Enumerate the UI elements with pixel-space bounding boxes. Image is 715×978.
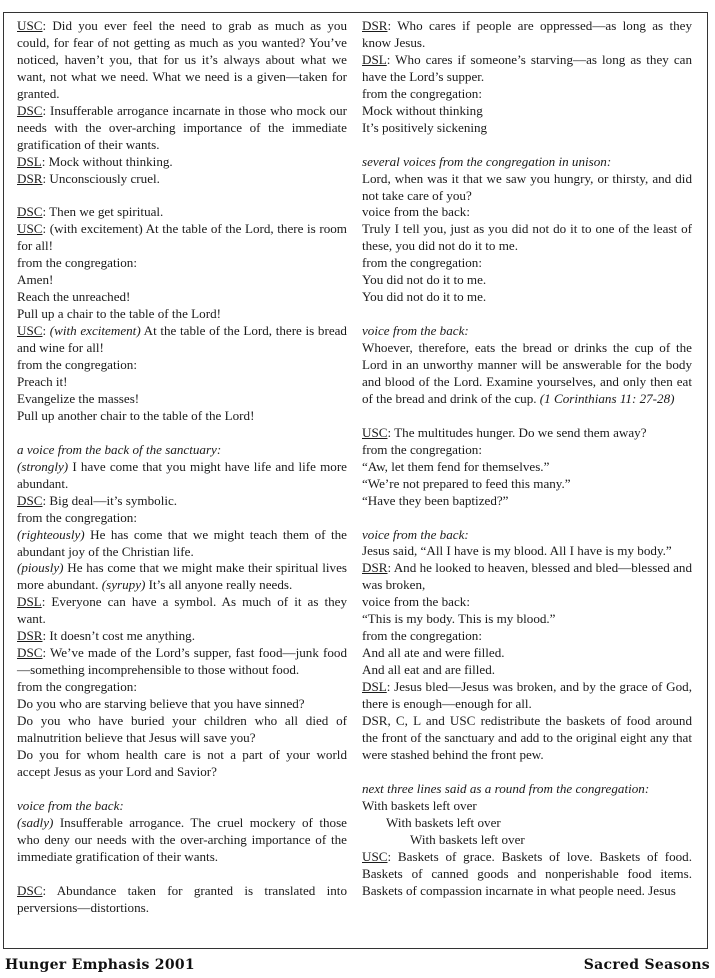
line-text: : Insufferable arrogance incarnate in those who mock our needs with the over-arching importance of the immediate gratification of their wants.	[17, 102, 347, 152]
script-line	[17, 374, 347, 391]
paragraph-gap	[362, 137, 692, 154]
line-text: Reach the unreached!	[17, 289, 131, 305]
script-line	[17, 323, 347, 357]
line-text: Do you for whom health care is not a part of your world accept Jesus as your Lord and Savior?	[17, 746, 347, 779]
script-line	[362, 713, 692, 764]
line-text: Preach it!	[17, 374, 68, 389]
script-line	[362, 340, 692, 408]
speaker-label: DSC	[17, 102, 43, 118]
speaker-label: DSC	[17, 645, 43, 661]
script-line	[362, 611, 692, 628]
line-text: : Everyone can have a symbol. As much of it as they want.	[17, 594, 347, 627]
script-line	[17, 289, 347, 306]
paragraph-gap	[362, 408, 692, 425]
line-text: : And he looked to heaven, blessed and bled—blessed and was broken,	[362, 560, 692, 593]
line-text: from the congregation:	[362, 441, 482, 457]
line-text: : Unconsciously cruel.	[42, 170, 160, 186]
stage-direction: (strongly)	[17, 458, 69, 474]
script-line	[17, 679, 347, 696]
line-text: : Then we get spiritual.	[42, 204, 164, 220]
script-line	[17, 391, 347, 408]
script-line	[17, 713, 347, 747]
stage-direction: a voice from the back of the sanctuary:	[17, 441, 222, 457]
footer-title: Hunger Emphasis 2001	[5, 957, 195, 973]
script-line	[17, 442, 347, 459]
script-line	[17, 815, 347, 866]
line-text: : The multitudes hunger. Do we send them away?	[387, 424, 647, 440]
script-line	[17, 221, 347, 255]
line-text: Evangelize the masses!	[17, 390, 140, 406]
line-text: At the table of the Lord, there is bread and wine for all!	[17, 323, 347, 356]
line-text: Do you who have buried your children who all died of malnutrition believe that Jesus will save you?	[17, 713, 347, 745]
speaker-label: DSL	[362, 51, 387, 67]
line-text: from the congregation:	[17, 509, 137, 525]
line-text: And all eat and are filled.	[362, 662, 496, 678]
script-line	[17, 560, 347, 594]
script-line	[362, 442, 692, 459]
line-text: With baskets left over	[410, 831, 525, 847]
speaker-label: DSR	[17, 170, 43, 186]
line-text: from the congregation:	[17, 255, 137, 271]
line-text: from the congregation:	[362, 85, 482, 101]
right-column	[362, 18, 692, 899]
line-text: “This is my body. This is my blood.”	[362, 611, 556, 627]
line-text: Truly I tell you, just as you did not do it to one of the least of these, you did not do it to me.	[362, 221, 692, 254]
script-line	[362, 171, 692, 205]
line-text: Pull up another chair to the table of the Lord!	[17, 407, 255, 423]
line-text: Insufferable arrogance. The cruel mockery of those who deny our needs with the over-arching importance of the immediate gratification of their wants.	[17, 814, 347, 864]
line-text: : We’ve made of the Lord’s supper, fast food—junk food—something incomprehensible to those without food.	[17, 645, 347, 678]
speaker-label: USC	[362, 848, 388, 864]
script-line	[362, 832, 692, 849]
script-line	[362, 120, 692, 137]
script-line	[17, 255, 347, 272]
script-line	[362, 781, 692, 798]
line-text: Amen!	[17, 272, 54, 288]
script-line	[362, 662, 692, 679]
paragraph-gap	[362, 306, 692, 323]
line-text: : Baskets of grace. Baskets of love. Baskets of food. Baskets of canned goods and nonperishable food items. Baskets of compassion incarnate in what people need. Jesus	[362, 848, 692, 898]
script-line	[362, 103, 692, 120]
line-text: And all ate and were filled.	[362, 645, 505, 661]
speaker-label: DSC	[17, 882, 43, 898]
speaker-label: USC	[362, 424, 388, 440]
speaker-label: USC	[17, 221, 43, 237]
line-text: : Mock without thinking.	[41, 153, 173, 169]
paragraph-gap	[362, 510, 692, 527]
script-line	[362, 543, 692, 560]
speaker-label: DSC	[17, 492, 43, 508]
line-text: : Abundance taken for granted is translated into perversions—distortions.	[17, 882, 347, 915]
speaker-label: USC	[17, 323, 43, 339]
line-text: Jesus said, “All I have is my blood. All I have is my body.”	[362, 543, 672, 559]
line-text: : Did you ever feel the need to grab as much as you could, for fear of not getting as much as you wanted? You’ve noticed, haven’t you, that for us it’s always about what we want, not what we need. What we need is a given—taken for granted.	[17, 18, 347, 101]
line-text: You did not do it to me.	[362, 289, 487, 305]
script-line	[17, 493, 347, 510]
line-text: voice from the back:	[362, 594, 470, 610]
script-line	[17, 459, 347, 493]
stage-direction: (sadly)	[17, 814, 54, 830]
line-text: It’s positively sickening	[362, 119, 488, 135]
speaker-label: DSL	[17, 594, 42, 610]
speaker-label: DSR	[17, 628, 43, 644]
script-line	[362, 645, 692, 662]
speaker-label: USC	[17, 18, 43, 33]
line-text: from the congregation:	[17, 357, 137, 373]
left-column	[17, 18, 347, 916]
line-text: You did not do it to me.	[362, 272, 487, 288]
line-text: It’s all anyone really needs.	[145, 577, 293, 593]
script-line	[362, 628, 692, 645]
line-text: “We’re not prepared to feed this many.”	[362, 475, 571, 491]
script-line	[362, 255, 692, 272]
stage-direction: voice from the back:	[17, 797, 124, 813]
footer-series: Sacred Seasons	[583, 957, 710, 973]
script-line	[362, 815, 692, 832]
line-text: :	[42, 323, 50, 339]
script-line	[362, 798, 692, 815]
line-text: : It doesn’t cost me anything.	[42, 628, 195, 644]
stage-direction: (1 Corinthians 11: 27-28)	[539, 390, 675, 406]
script-line	[362, 52, 692, 86]
line-text: from the congregation:	[362, 255, 482, 271]
stage-direction: (righteously)	[17, 526, 85, 542]
paragraph-gap	[17, 188, 347, 205]
line-text: He has come that we might teach them of the abundant joy of the Christian life.	[17, 526, 347, 559]
script-line	[17, 357, 347, 374]
stage-direction: (syrupy)	[101, 577, 146, 593]
speaker-label: DSC	[17, 204, 43, 220]
script-line	[17, 594, 347, 628]
line-text: from the congregation:	[17, 679, 137, 695]
line-text: : Who cares if someone’s starving—as long as they can have the Lord’s supper.	[362, 51, 692, 84]
script-line	[17, 204, 347, 221]
script-line	[362, 527, 692, 544]
script-line	[17, 154, 347, 171]
line-text: voice from the back:	[362, 204, 470, 220]
speaker-label: DSL	[362, 679, 387, 695]
line-text: Do you who are starving believe that you have sinned?	[17, 696, 305, 712]
line-text: Pull up a chair to the table of the Lord!	[17, 306, 221, 322]
paragraph-gap	[17, 866, 347, 883]
script-line	[362, 221, 692, 255]
script-line	[17, 645, 347, 679]
script-line	[17, 527, 347, 561]
stage-direction: next three lines said as a round from the congregation:	[362, 780, 650, 796]
script-line	[362, 560, 692, 594]
script-line	[362, 594, 692, 611]
script-line	[362, 272, 692, 289]
line-text: I have come that you might have life and life more abundant.	[17, 458, 347, 491]
speaker-label: DSR	[362, 560, 388, 576]
line-text: With baskets left over	[362, 797, 477, 813]
line-text: Whoever, therefore, eats the bread or drinks the cup of the Lord in an unworthy manner will be answerable for the body and blood of the Lord. Examine yourselves, and only then eat of the bread and drink of the cup.	[362, 340, 692, 406]
script-line	[17, 798, 347, 815]
script-line	[17, 747, 347, 781]
stage-direction: (with excitement)	[49, 323, 141, 339]
script-line	[17, 628, 347, 645]
line-text: : Jesus bled—Jesus was broken, and by the grace of God, there is enough—enough for all.	[362, 679, 692, 712]
script-line	[362, 86, 692, 103]
line-text: Lord, when was it that we saw you hungry, or thirsty, and did not take care of you?	[362, 170, 692, 203]
script-line	[17, 272, 347, 289]
speaker-label: DSL	[17, 153, 42, 169]
line-text: : (with excitement) At the table of the Lord, there is room for all!	[17, 221, 347, 254]
line-text: With baskets left over	[386, 814, 501, 830]
stage-direction: (piously)	[17, 560, 64, 576]
script-line	[362, 476, 692, 493]
stage-direction: voice from the back:	[362, 323, 469, 339]
script-line	[362, 849, 692, 900]
script-line	[362, 493, 692, 510]
script-line	[17, 696, 347, 713]
line-text: “Have they been baptized?”	[362, 492, 509, 508]
script-line	[362, 679, 692, 713]
script-line	[17, 103, 347, 154]
stage-direction: voice from the back:	[362, 526, 469, 542]
paragraph-gap	[362, 764, 692, 781]
stage-direction: several voices from the congregation in unison:	[362, 153, 612, 169]
script-line	[17, 408, 347, 425]
line-text: from the congregation:	[362, 628, 482, 644]
script-line	[362, 459, 692, 476]
script-line	[17, 510, 347, 527]
paragraph-gap	[17, 781, 347, 798]
script-line	[17, 306, 347, 323]
line-text: : Who cares if people are oppressed—as long as they know Jesus.	[362, 18, 692, 50]
line-text: DSR, C, L and USC redistribute the baskets of food around the front of the sanctuary and add to the original eight any that were stashed behind the front pew.	[362, 713, 692, 762]
script-line	[362, 154, 692, 171]
line-text: Mock without thinking	[362, 102, 483, 118]
speaker-label: DSR	[362, 18, 388, 33]
line-text: : Big deal—it’s symbolic.	[42, 492, 178, 508]
script-line	[17, 883, 347, 917]
script-line	[362, 18, 692, 52]
script-line	[362, 425, 692, 442]
script-line	[17, 171, 347, 188]
line-text: He has come that we might make their spiritual lives more abundant.	[17, 560, 347, 593]
script-line	[362, 323, 692, 340]
line-text: “Aw, let them fend for themselves.”	[362, 458, 550, 474]
paragraph-gap	[17, 425, 347, 442]
script-line	[362, 204, 692, 221]
script-line	[362, 289, 692, 306]
script-line	[17, 18, 347, 103]
